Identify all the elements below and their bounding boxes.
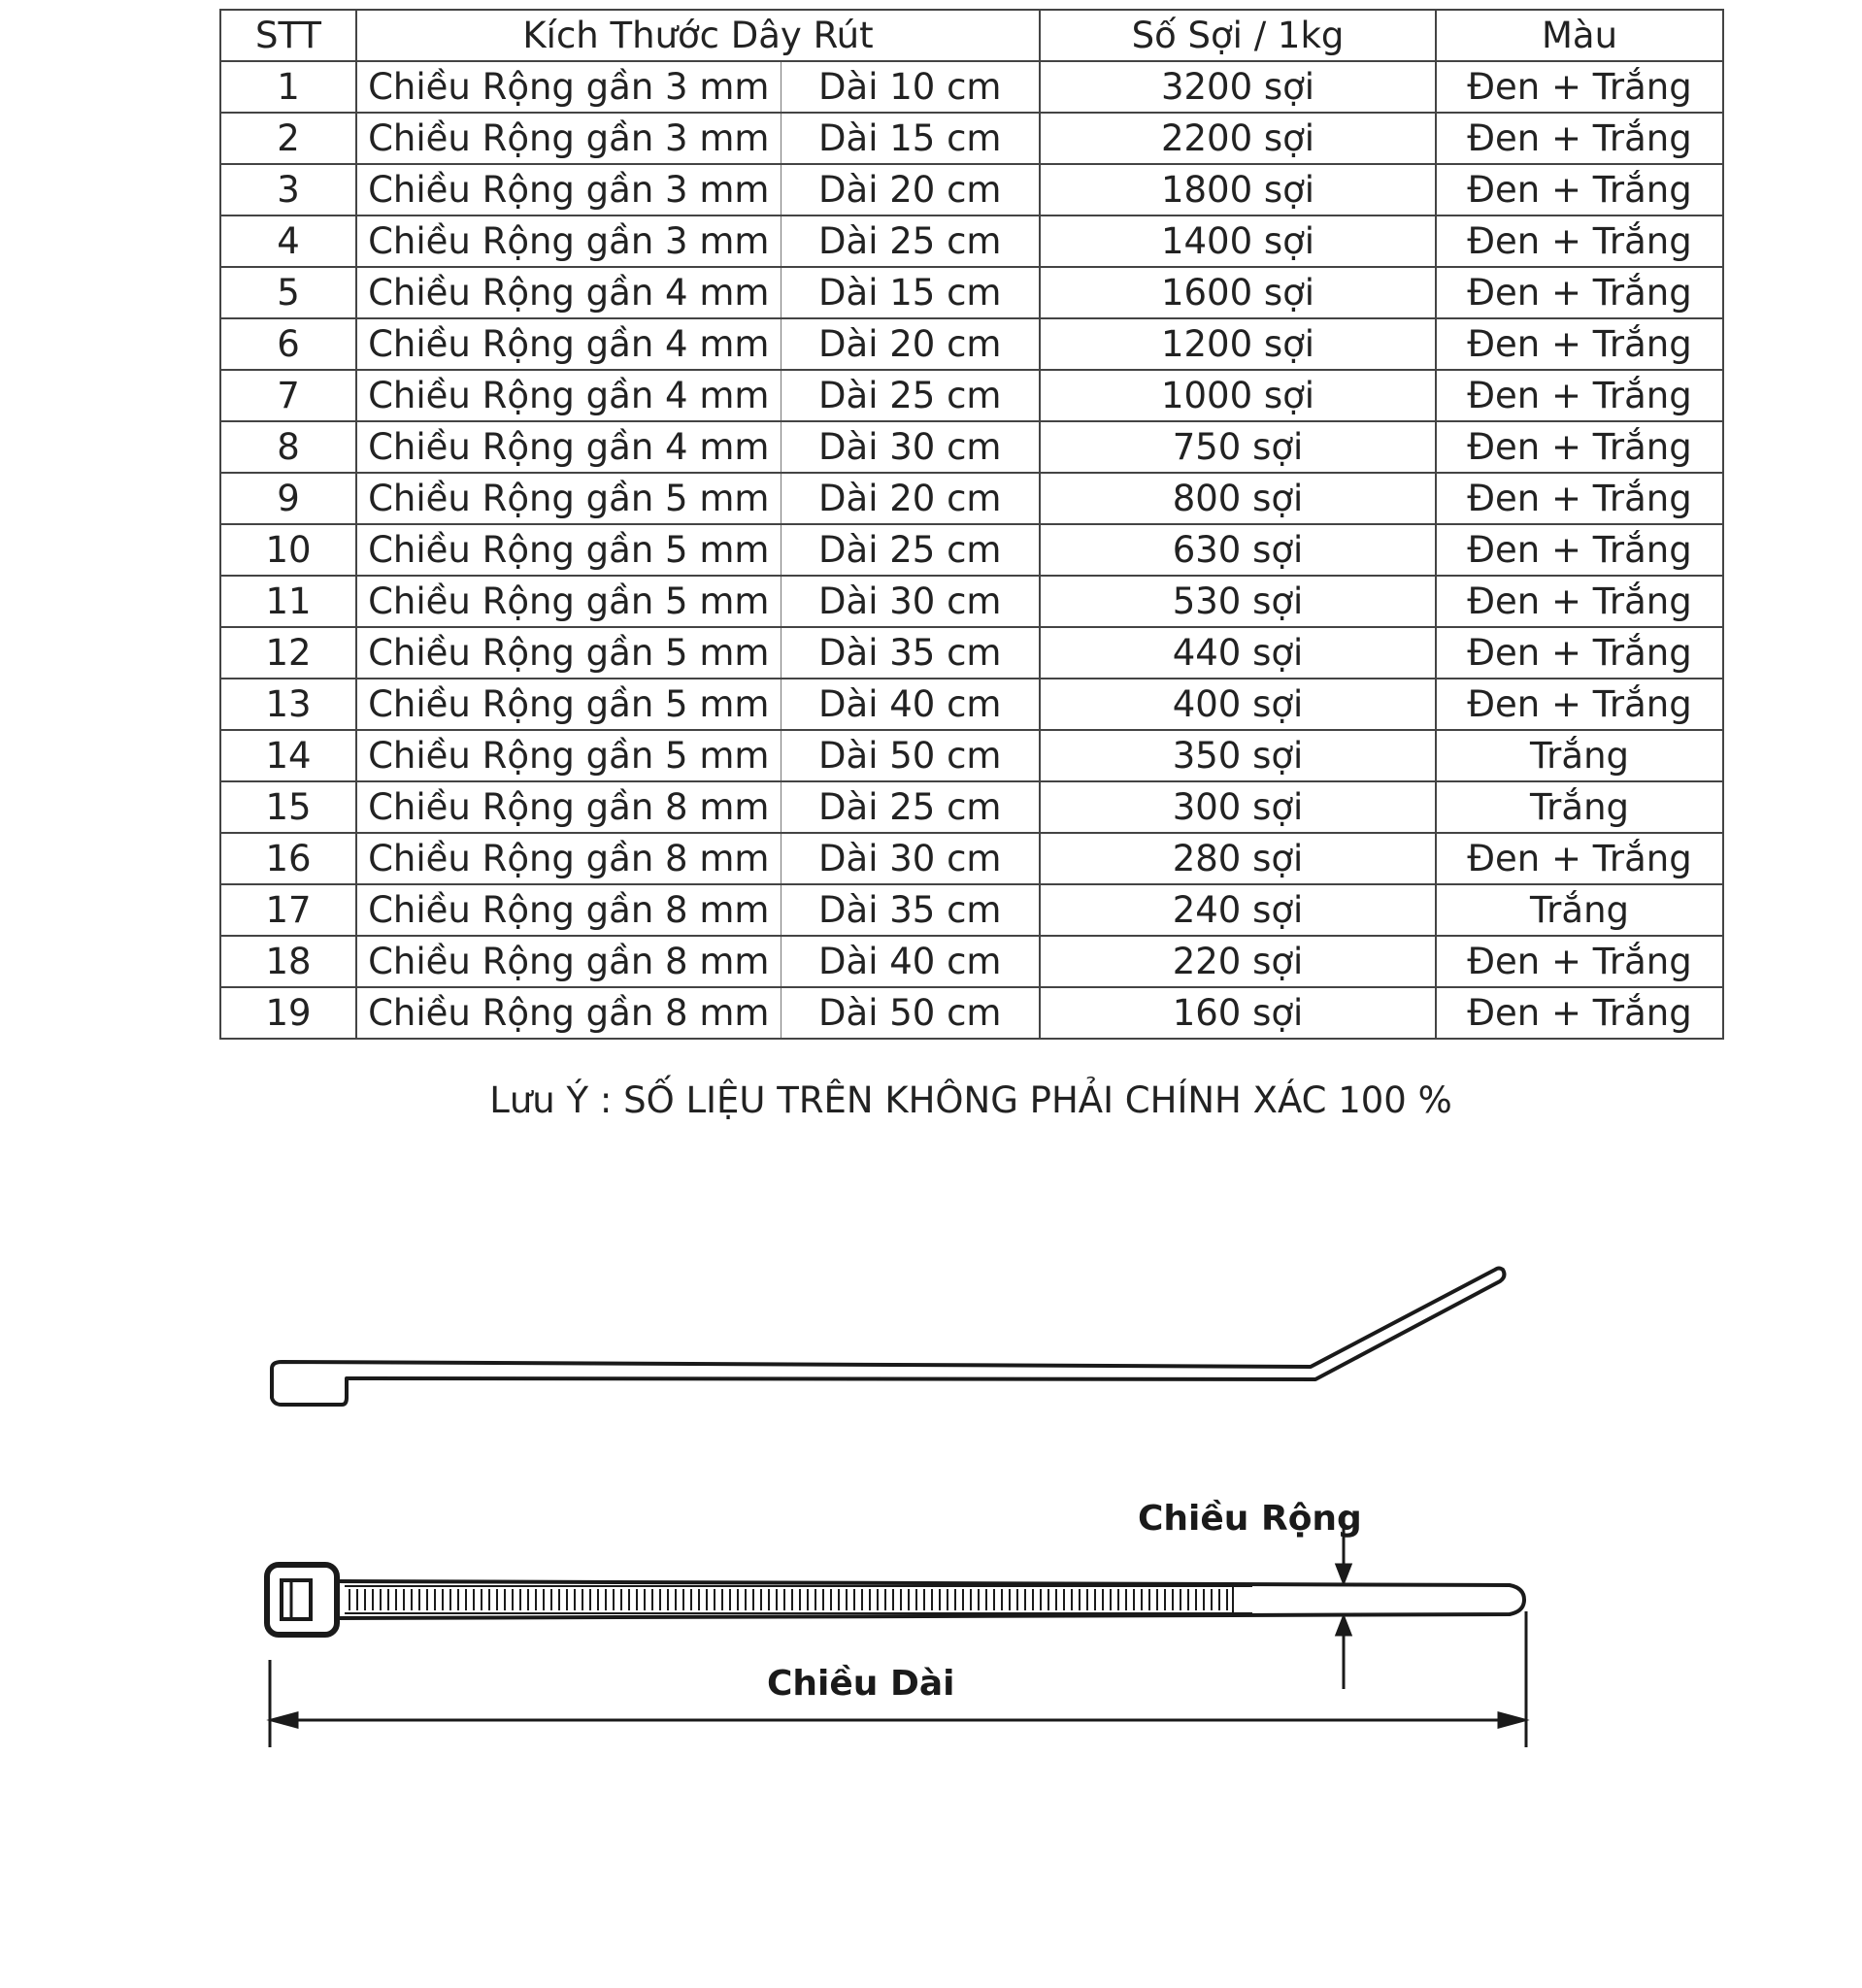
- cell-stt: 9: [220, 473, 356, 524]
- cell-length: Dài 20 cm: [781, 473, 1040, 524]
- cell-count: 400 sợi: [1040, 679, 1436, 730]
- cell-count: 1800 sợi: [1040, 164, 1436, 215]
- cell-color: Đen + Trắng: [1436, 164, 1723, 215]
- cell-color: Đen + Trắng: [1436, 267, 1723, 318]
- cell-length: Dài 30 cm: [781, 421, 1040, 473]
- cell-length: Dài 40 cm: [781, 679, 1040, 730]
- cell-color: Trắng: [1436, 730, 1723, 781]
- cell-width: Chiều Rộng gần 8 mm: [356, 781, 781, 833]
- table-row: [220, 318, 1723, 370]
- cell-stt: 11: [220, 576, 356, 627]
- cell-color: Đen + Trắng: [1436, 524, 1723, 576]
- table-row: [220, 61, 1723, 113]
- cell-length: Dài 15 cm: [781, 267, 1040, 318]
- cell-width: Chiều Rộng gần 5 mm: [356, 679, 781, 730]
- cell-color: Trắng: [1436, 884, 1723, 936]
- cell-stt: 14: [220, 730, 356, 781]
- header-size: Kích Thước Dây Rút: [356, 10, 1040, 61]
- cell-width: Chiều Rộng gần 3 mm: [356, 61, 781, 113]
- header-row: [220, 10, 1723, 61]
- cell-color: Đen + Trắng: [1436, 833, 1723, 884]
- cell-width: Chiều Rộng gần 3 mm: [356, 215, 781, 267]
- cell-stt: 16: [220, 833, 356, 884]
- cell-length: Dài 50 cm: [781, 730, 1040, 781]
- cell-width: Chiều Rộng gần 3 mm: [356, 113, 781, 164]
- table-row: [220, 421, 1723, 473]
- cell-color: Đen + Trắng: [1436, 987, 1723, 1039]
- cell-length: Dài 35 cm: [781, 627, 1040, 679]
- table-row: [220, 473, 1723, 524]
- cell-count: 530 sợi: [1040, 576, 1436, 627]
- length-label: Chiều Dài: [767, 1664, 955, 1704]
- cell-stt: 10: [220, 524, 356, 576]
- cell-stt: 2: [220, 113, 356, 164]
- cell-length: Dài 30 cm: [781, 833, 1040, 884]
- cell-count: 630 sợi: [1040, 524, 1436, 576]
- cell-length: Dài 40 cm: [781, 936, 1040, 987]
- cell-color: Đen + Trắng: [1436, 627, 1723, 679]
- cell-stt: 5: [220, 267, 356, 318]
- table-row: [220, 164, 1723, 215]
- cell-width: Chiều Rộng gần 3 mm: [356, 164, 781, 215]
- cell-length: Dài 25 cm: [781, 215, 1040, 267]
- cell-width: Chiều Rộng gần 8 mm: [356, 987, 781, 1039]
- cell-width: Chiều Rộng gần 4 mm: [356, 421, 781, 473]
- cell-count: 300 sợi: [1040, 781, 1436, 833]
- cell-color: Đen + Trắng: [1436, 370, 1723, 421]
- cable-tie-diagram: [0, 1204, 1862, 1786]
- cell-width: Chiều Rộng gần 4 mm: [356, 370, 781, 421]
- cell-count: 220 sợi: [1040, 936, 1436, 987]
- cell-count: 3200 sợi: [1040, 61, 1436, 113]
- cell-color: Đen + Trắng: [1436, 61, 1723, 113]
- cell-stt: 4: [220, 215, 356, 267]
- cell-length: Dài 25 cm: [781, 370, 1040, 421]
- cell-length: Dài 20 cm: [781, 318, 1040, 370]
- cell-count: 1200 sợi: [1040, 318, 1436, 370]
- cell-stt: 6: [220, 318, 356, 370]
- tie-head: [267, 1565, 337, 1635]
- table-row: [220, 215, 1723, 267]
- cell-length: Dài 15 cm: [781, 113, 1040, 164]
- cell-stt: 3: [220, 164, 356, 215]
- cell-width: Chiều Rộng gần 5 mm: [356, 576, 781, 627]
- cell-length: Dài 30 cm: [781, 576, 1040, 627]
- cell-color: Đen + Trắng: [1436, 318, 1723, 370]
- table-row: [220, 833, 1723, 884]
- cell-length: Dài 25 cm: [781, 781, 1040, 833]
- cell-count: 750 sợi: [1040, 421, 1436, 473]
- cell-length: Dài 35 cm: [781, 884, 1040, 936]
- table-body: [220, 61, 1723, 1039]
- table-row: [220, 781, 1723, 833]
- table-row: [220, 370, 1723, 421]
- table-row: [220, 884, 1723, 936]
- cell-count: 440 sợi: [1040, 627, 1436, 679]
- tie-teeth: [349, 1589, 1227, 1610]
- cell-width: Chiều Rộng gần 5 mm: [356, 627, 781, 679]
- cell-stt: 7: [220, 370, 356, 421]
- table-row: [220, 576, 1723, 627]
- cell-color: Trắng: [1436, 781, 1723, 833]
- header-count: Số Sợi / 1kg: [1040, 10, 1436, 61]
- cell-color: Đen + Trắng: [1436, 936, 1723, 987]
- cell-count: 280 sợi: [1040, 833, 1436, 884]
- cell-width: Chiều Rộng gần 5 mm: [356, 730, 781, 781]
- tie-head-slot: [282, 1580, 311, 1619]
- cell-stt: 17: [220, 884, 356, 936]
- cell-count: 2200 sợi: [1040, 113, 1436, 164]
- width-dimension: [1337, 1512, 1350, 1689]
- cell-stt: 18: [220, 936, 356, 987]
- side-view-cable-tie: [272, 1269, 1504, 1406]
- cell-length: Dài 10 cm: [781, 61, 1040, 113]
- cell-width: Chiều Rộng gần 5 mm: [356, 473, 781, 524]
- table-row: [220, 113, 1723, 164]
- cell-width: Chiều Rộng gần 5 mm: [356, 524, 781, 576]
- cell-stt: 19: [220, 987, 356, 1039]
- cell-width: Chiều Rộng gần 4 mm: [356, 318, 781, 370]
- cell-color: Đen + Trắng: [1436, 473, 1723, 524]
- cell-stt: 15: [220, 781, 356, 833]
- cell-width: Chiều Rộng gần 4 mm: [356, 267, 781, 318]
- table-row: [220, 627, 1723, 679]
- cell-count: 1400 sợi: [1040, 215, 1436, 267]
- cell-stt: 13: [220, 679, 356, 730]
- header-color: Màu: [1436, 10, 1723, 61]
- cell-count: 240 sợi: [1040, 884, 1436, 936]
- cell-stt: 1: [220, 61, 356, 113]
- cell-stt: 12: [220, 627, 356, 679]
- cell-width: Chiều Rộng gần 8 mm: [356, 936, 781, 987]
- cell-color: Đen + Trắng: [1436, 679, 1723, 730]
- cell-stt: 8: [220, 421, 356, 473]
- cell-color: Đen + Trắng: [1436, 215, 1723, 267]
- cell-length: Dài 20 cm: [781, 164, 1040, 215]
- table-row: [220, 524, 1723, 576]
- table-row: [220, 987, 1723, 1039]
- cell-width: Chiều Rộng gần 8 mm: [356, 833, 781, 884]
- cell-color: Đen + Trắng: [1436, 421, 1723, 473]
- cell-count: 350 sợi: [1040, 730, 1436, 781]
- header-stt: STT: [220, 10, 356, 61]
- cell-count: 1600 sợi: [1040, 267, 1436, 318]
- cell-color: Đen + Trắng: [1436, 113, 1723, 164]
- table-row: [220, 936, 1723, 987]
- spec-table: [219, 9, 1724, 1040]
- disclaimer-note: Lưu Ý : SỐ LIỆU TRÊN KHÔNG PHẢI CHÍNH XÁC 100 %: [489, 1079, 1452, 1121]
- table-row: [220, 730, 1723, 781]
- cell-count: 800 sợi: [1040, 473, 1436, 524]
- cell-count: 1000 sợi: [1040, 370, 1436, 421]
- cell-color: Đen + Trắng: [1436, 576, 1723, 627]
- table-row: [220, 267, 1723, 318]
- cell-length: Dài 50 cm: [781, 987, 1040, 1039]
- table-row: [220, 679, 1723, 730]
- cell-count: 160 sợi: [1040, 987, 1436, 1039]
- top-view-cable-tie: [267, 1565, 1524, 1635]
- cell-width: Chiều Rộng gần 8 mm: [356, 884, 781, 936]
- width-label: Chiều Rộng: [1138, 1499, 1362, 1539]
- cell-length: Dài 25 cm: [781, 524, 1040, 576]
